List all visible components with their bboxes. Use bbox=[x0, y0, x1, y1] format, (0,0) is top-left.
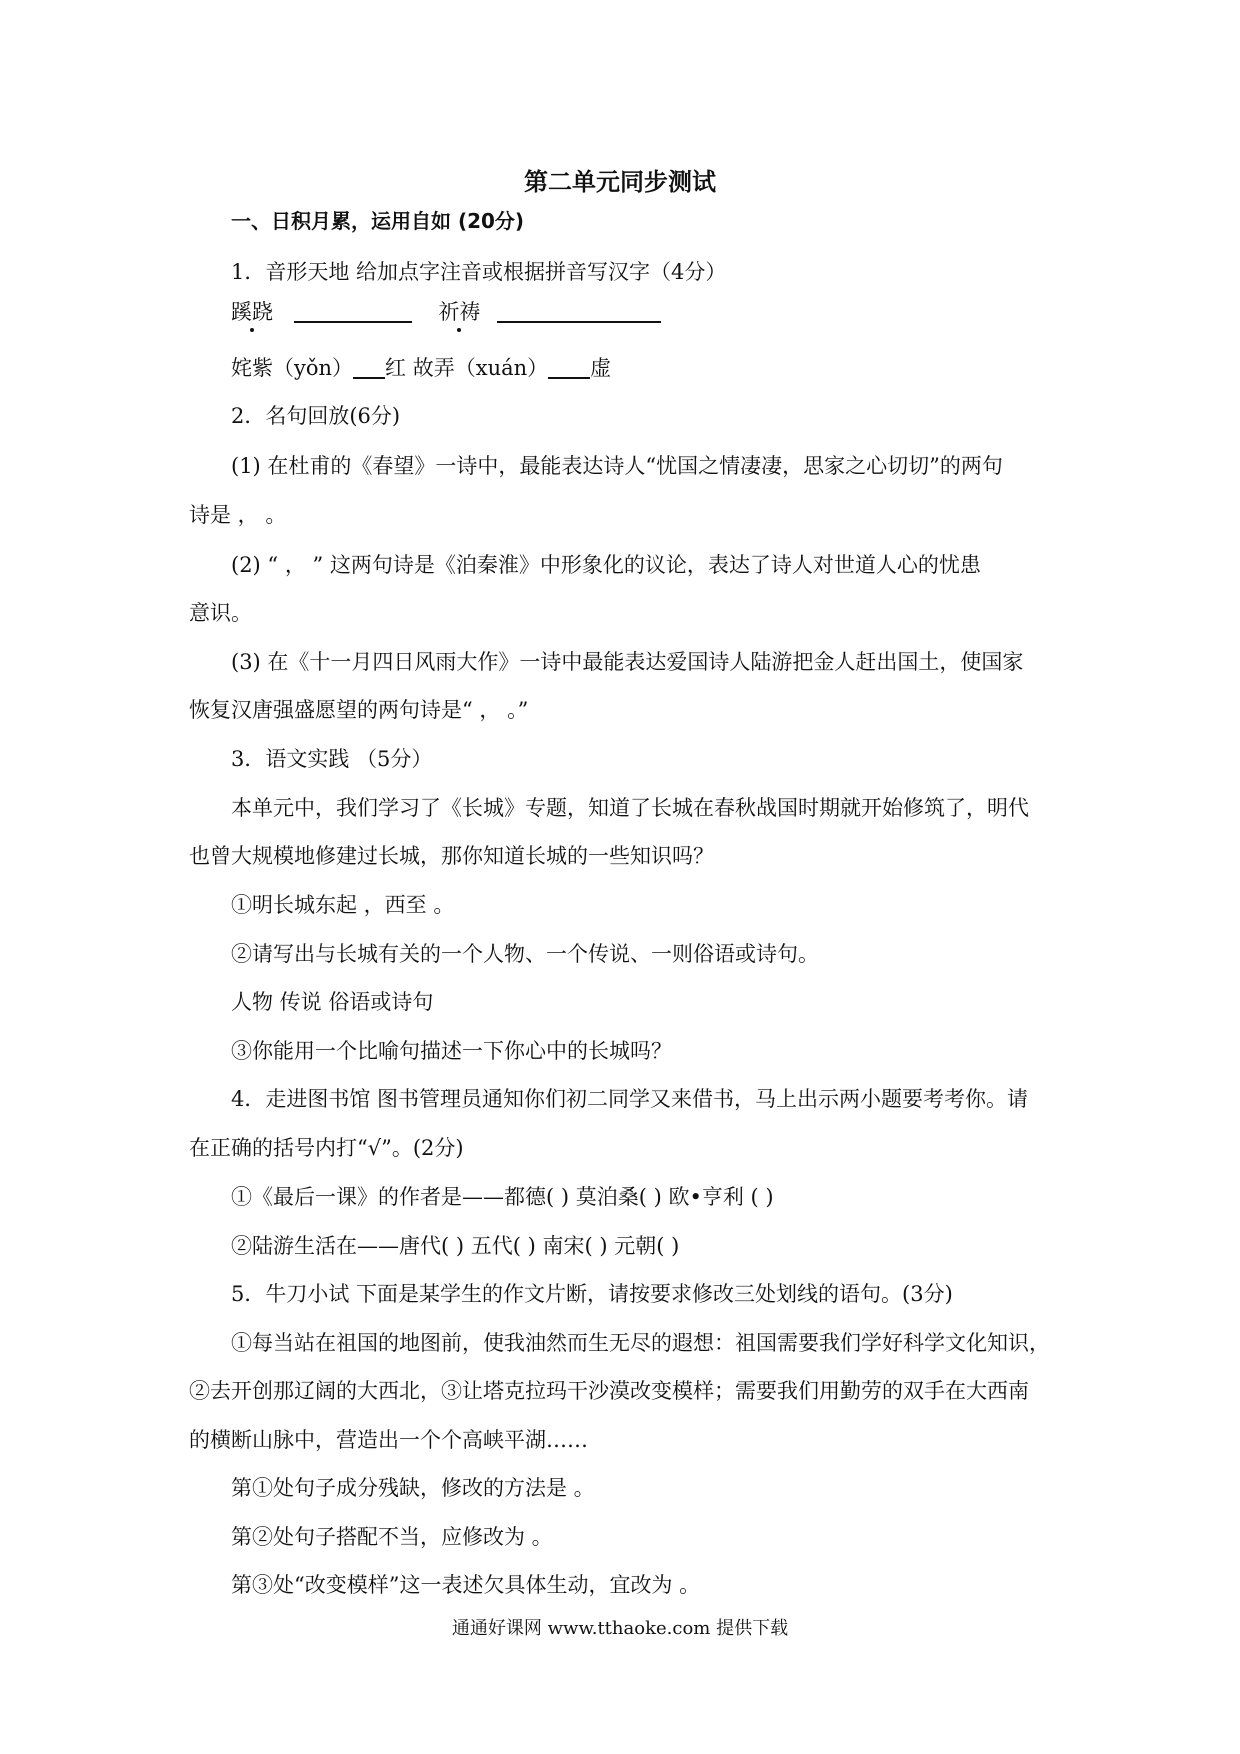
q1-line2 bbox=[231, 357, 611, 379]
q2-p2b: 意识。 bbox=[189, 601, 252, 625]
q4-heading-a: 4．走进图书馆 图书管理员通知你们初二同学又来借书，马上出示两小题要考考你。请 bbox=[231, 1087, 1029, 1111]
q2-p1a: (1) 在杜甫的《春望》一诗中，最能表达诗人“忧国之情凄凄，思家之心切切”的两句 bbox=[231, 454, 1003, 478]
section-heading: 一、日积月累，运用自如 (20分) bbox=[231, 209, 525, 233]
q1-word1: 蹊跷 bbox=[231, 300, 273, 324]
q2-p1b: 诗是 ， 。 bbox=[189, 503, 287, 527]
q4-heading-b: 在正确的括号内打“√”。(2分) bbox=[189, 1136, 464, 1160]
q1-word2: 祈祷 bbox=[438, 300, 481, 324]
answer-blank[interactable] bbox=[353, 357, 385, 379]
q2-p2a: (2) “ ， ” 这两句诗是《泊秦淮》中形象化的议论，表达了诗人对世道人心的忧患 bbox=[231, 553, 981, 577]
q2-p3a: (3) 在《十一月四日风雨大作》一诗中最能表达爱国诗人陆游把金人赶出国土，使国家 bbox=[231, 650, 1024, 674]
q1-item3: 姹紫（yǒn） bbox=[231, 356, 354, 380]
q1-item4: 红 故弄（xuán） bbox=[385, 356, 549, 380]
answer-blank[interactable] bbox=[548, 357, 590, 379]
q3-s3: ③你能用一个比喻句描述一下你心中的长城吗？ bbox=[231, 1039, 672, 1063]
q3-heading: 3．语文实践 （5分） bbox=[231, 747, 433, 771]
q1-item4-end: 虚 bbox=[590, 356, 612, 380]
q1-line1 bbox=[231, 301, 661, 323]
q5-p3: 的横断山脉中，营造出一个个高峡平湖…… bbox=[189, 1428, 588, 1452]
q5-a1: 第①处句子成分残缺，修改的方法是 。 bbox=[231, 1476, 595, 1500]
page-footer: 通通好课网 www.tthaoke.com 提供下载 bbox=[451, 1618, 789, 1639]
q3-s1: ①明长城东起 ，西至 。 bbox=[231, 893, 455, 917]
q4-s1: ①《最后一课》的作者是——都德( ) 莫泊桑( ) 欧•亨利 ( ) bbox=[231, 1185, 774, 1209]
q3-p1a: 本单元中，我们学习了《长城》专题，知道了长城在春秋战国时期就开始修筑了，明代 bbox=[231, 796, 1029, 820]
answer-blank[interactable] bbox=[497, 301, 661, 323]
q3-s2b: 人物 传说 俗语或诗句 bbox=[231, 990, 434, 1014]
q2-p3b: 恢复汉唐强盛愿望的两句诗是“ ， 。” bbox=[189, 698, 529, 722]
q2-heading: 2．名句回放(6分) bbox=[231, 404, 401, 428]
q5-a3: 第③处“改变模样”这一表述欠具体生动，宜改为 。 bbox=[231, 1573, 701, 1597]
answer-blank[interactable] bbox=[294, 301, 412, 323]
q5-heading: 5．牛刀小试 下面是某学生的作文片断，请按要求修改三处划线的语句。(3分) bbox=[231, 1282, 953, 1306]
page-title: 第二单元同步测试 bbox=[524, 168, 716, 196]
q5-a2: 第②处句子搭配不当，应修改为 。 bbox=[231, 1525, 553, 1549]
q5-p2: ②去开创那辽阔的大西北，③让塔克拉玛干沙漠改变模样；需要我们用勤劳的双手在大西南 bbox=[189, 1379, 1029, 1403]
q4-s2: ②陆游生活在——唐代( ) 五代( ) 南宋( ) 元朝( ) bbox=[231, 1234, 680, 1258]
q1-heading: 1．音形天地 给加点字注音或根据拼音写汉字（4分） bbox=[231, 260, 727, 284]
q3-s2: ②请写出与长城有关的一个人物、一个传说、一则俗语或诗句。 bbox=[231, 942, 819, 966]
q5-p1: ①每当站在祖国的地图前，使我油然而生无尽的遐想：祖国需要我们学好科学文化知识， bbox=[231, 1331, 1050, 1355]
q3-p1b: 也曾大规模地修建过长城，那你知道长城的一些知识吗？ bbox=[189, 844, 714, 868]
